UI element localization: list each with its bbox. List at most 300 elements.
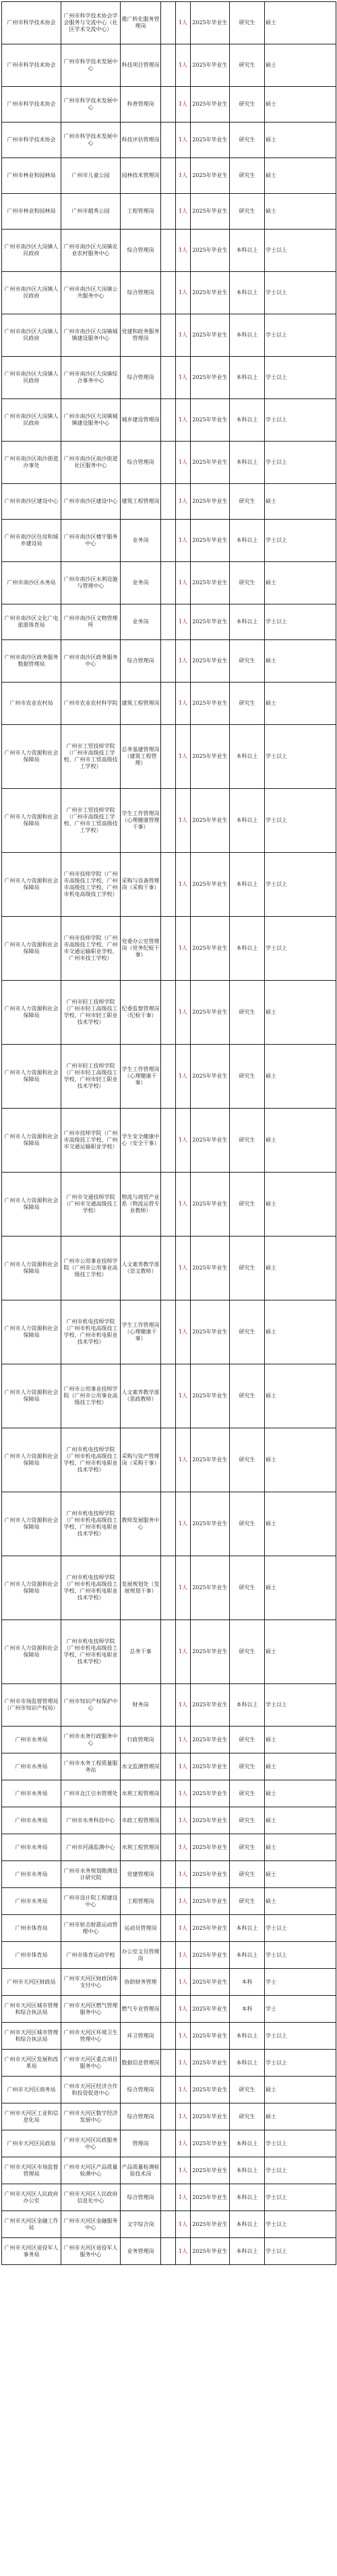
cell-source: 2025年毕业生: [191, 1807, 230, 1834]
table-row: [2, 683, 336, 725]
cell-post: 行政管理岗: [121, 1727, 161, 1753]
cell-education: 本科以上: [230, 520, 265, 562]
cell-source: 2025年毕业生: [191, 520, 230, 562]
cell-source: 2025年毕业生: [191, 272, 230, 314]
cell-department: 广州市人力资源和社会保障局: [2, 1556, 61, 1620]
cell-code: [161, 562, 176, 604]
cell-source: 2025年毕业生: [191, 1969, 230, 1996]
cell-source: 2025年毕业生: [191, 2, 230, 44]
cell-unit: 广州市机电技师学院（广州市机电高级技工学校、广州市机电职业技术学校）: [61, 1556, 121, 1620]
cell-post: 业务岗: [121, 604, 161, 640]
cell-code: [161, 2, 176, 44]
cell-degree: 学士以上: [265, 2130, 336, 2157]
cell-degree: 硕士: [265, 981, 336, 1045]
table-row: [2, 1942, 336, 1969]
cell-post: 采购与设备管理岗（采购干事）: [121, 853, 161, 917]
table-row: [2, 158, 336, 194]
cell-unit: 广州市儿童公园: [61, 158, 121, 194]
cell-count: 1人: [176, 2023, 191, 2050]
cell-education: 研究生: [230, 1780, 265, 1807]
cell-count: 1人: [176, 789, 191, 853]
cell-code: [161, 399, 176, 442]
cell-education: 研究生: [230, 1428, 265, 1492]
cell-source: 2025年毕业生: [191, 442, 230, 484]
cell-degree: 学士以上: [265, 1915, 336, 1942]
cell-code: [161, 1969, 176, 1996]
cell-degree: 学士以上: [265, 272, 336, 314]
cell-education: 研究生: [230, 123, 265, 158]
cell-count: 1人: [176, 725, 191, 789]
cell-unit: 广州市知识产权保护中心: [61, 1684, 121, 1727]
cell-post: 运动员管理岗: [121, 1915, 161, 1942]
cell-education: 研究生: [230, 640, 265, 683]
cell-unit: 广州市公用事业技师学院（广州市公用事业高级技工学校）: [61, 1237, 121, 1300]
cell-education: 本科: [230, 1969, 265, 1996]
cell-count: 1人: [176, 1996, 191, 2023]
cell-education: 本科: [230, 1996, 265, 2023]
cell-post: 采购与资产管理岗（采购干事）: [121, 1428, 161, 1492]
cell-education: 研究生: [230, 2103, 265, 2130]
cell-source: 2025年毕业生: [191, 725, 230, 789]
cell-post: 市政工程管理岗: [121, 1807, 161, 1834]
cell-department: 广州市林业和园林局: [2, 158, 61, 194]
cell-source: 2025年毕业生: [191, 1942, 230, 1969]
cell-source: 2025年毕业生: [191, 2023, 230, 2050]
cell-education: 研究生: [230, 1109, 265, 1173]
cell-source: 2025年毕业生: [191, 1684, 230, 1727]
cell-count: 1人: [176, 2103, 191, 2130]
cell-code: [161, 1620, 176, 1684]
cell-post: 建筑工程管理岗: [121, 683, 161, 725]
cell-department: 广州市天河区退役军人事务局: [2, 2238, 61, 2265]
cell-source: 2025年毕业生: [191, 640, 230, 683]
cell-department: 广州市市场监督管理局（广州市知识产权局）: [2, 1684, 61, 1727]
cell-education: 研究生: [230, 2077, 265, 2103]
cell-unit: 广州市天河区数字经济发展中心: [61, 2103, 121, 2130]
cell-unit: 广州市公用事业技师学院（广州市公用事业高级技工学校）: [61, 1364, 121, 1428]
cell-degree: 学士以上: [265, 917, 336, 981]
cell-degree: 硕士: [265, 683, 336, 725]
cell-degree: 学士以上: [265, 520, 336, 562]
cell-count: 1人: [176, 1045, 191, 1109]
cell-code: [161, 2050, 176, 2077]
cell-degree: 学士以上: [265, 2238, 336, 2265]
cell-unit: 广州市南沙区政务服务中心: [61, 640, 121, 683]
cell-education: 研究生: [230, 44, 265, 87]
cell-post: 推广转化服务管理岗: [121, 2, 161, 44]
cell-source: 2025年毕业生: [191, 1364, 230, 1428]
cell-code: [161, 230, 176, 272]
table-row: [2, 2211, 336, 2238]
cell-unit: 广州市机电技师学院（广州市机电高级技工学校、广州市机电职业技术学校）: [61, 1620, 121, 1684]
cell-source: 2025年毕业生: [191, 1492, 230, 1556]
cell-source: 2025年毕业生: [191, 2211, 230, 2238]
cell-source: 2025年毕业生: [191, 314, 230, 357]
cell-unit: 广州市体育运动学校: [61, 1942, 121, 1969]
cell-education: 本科以上: [230, 2184, 265, 2211]
cell-code: [161, 2130, 176, 2157]
cell-unit: 广州市水务规划勘测设计研究院: [61, 1861, 121, 1888]
cell-department: 广州市人力资源和社会保障局: [2, 1237, 61, 1300]
table-row: [2, 44, 336, 87]
cell-unit: 广州市南沙区楼宇服务中心: [61, 520, 121, 562]
cell-post: 科技评估管理岗: [121, 123, 161, 158]
table-row: [2, 442, 336, 484]
table-row: [2, 357, 336, 399]
cell-education: 研究生: [230, 194, 265, 230]
cell-post: 综合管理岗: [121, 357, 161, 399]
cell-count: 1人: [176, 917, 191, 981]
cell-post: 管理岗: [121, 2130, 161, 2157]
cell-department: 广州市水务局: [2, 1888, 61, 1915]
cell-education: 研究生: [230, 1861, 265, 1888]
table-row: [2, 1428, 336, 1492]
table-row: [2, 1780, 336, 1807]
cell-unit: 广州市技师学院（广州市高级技工学校、广州市交通运输职业学校）: [61, 1109, 121, 1173]
cell-degree: 硕士: [265, 158, 336, 194]
table-body: [2, 2, 336, 2265]
cell-post: 综合管理岗: [121, 272, 161, 314]
cell-code: [161, 1996, 176, 2023]
cell-code: [161, 2023, 176, 2050]
cell-post: 水文监测管理岗: [121, 1753, 161, 1780]
cell-unit: 广州市科学技术发展中心: [61, 123, 121, 158]
cell-education: 本科以上: [230, 789, 265, 853]
cell-degree: 硕士: [265, 1300, 336, 1364]
cell-count: 1人: [176, 194, 191, 230]
cell-education: 本科以上: [230, 357, 265, 399]
cell-source: 2025年毕业生: [191, 1753, 230, 1780]
table-row: [2, 1834, 336, 1861]
cell-unit: 广州市南沙区水利设施与管理中心: [61, 562, 121, 604]
cell-source: 2025年毕业生: [191, 87, 230, 123]
table-row: [2, 1045, 336, 1109]
cell-department: 广州市水务局: [2, 1780, 61, 1807]
cell-post: 学生工作管理岗（心理健康管理干事）: [121, 789, 161, 853]
cell-count: 1人: [176, 230, 191, 272]
cell-unit: 广州市越秀公园: [61, 194, 121, 230]
cell-count: 1人: [176, 1237, 191, 1300]
cell-education: 本科以上: [230, 399, 265, 442]
cell-source: 2025年毕业生: [191, 194, 230, 230]
table-row: [2, 1109, 336, 1173]
table-row: [2, 1300, 336, 1364]
cell-unit: 广州市工贸技师学院（广州市高级技工学校、广州市工贸高级技工学校）: [61, 725, 121, 789]
cell-count: 1人: [176, 1428, 191, 1492]
cell-education: 本科以上: [230, 2211, 265, 2238]
cell-unit: 广州市工贸技师学院（广州市高级技工学校、广州市工贸高级技工学校）: [61, 789, 121, 853]
cell-degree: 硕士: [265, 1045, 336, 1109]
cell-degree: 硕士: [265, 1173, 336, 1237]
cell-education: 本科以上: [230, 272, 265, 314]
cell-unit: 广州市机电技师学院（广州市机电高级技工学校、广州市机电职业技术学校）: [61, 1492, 121, 1556]
table-row: [2, 314, 336, 357]
cell-source: 2025年毕业生: [191, 158, 230, 194]
cell-degree: 学士以上: [265, 853, 336, 917]
cell-unit: 广州市天河区人民政府信息化中心: [61, 2184, 121, 2211]
cell-degree: 学士以上: [265, 2050, 336, 2077]
cell-department: 广州市科学技术协会: [2, 87, 61, 123]
cell-department: 广州市人力资源和社会保障局: [2, 1173, 61, 1237]
cell-post: 人文素养教学部（语文教师）: [121, 1237, 161, 1300]
cell-post: 综合管理岗: [121, 442, 161, 484]
cell-unit: 广州市天河区燃气管理服务中心: [61, 1996, 121, 2023]
cell-count: 1人: [176, 2130, 191, 2157]
cell-education: 研究生: [230, 158, 265, 194]
cell-code: [161, 484, 176, 520]
cell-post: 学生安全健康中心（安全干事）: [121, 1109, 161, 1173]
cell-education: 研究生: [230, 1237, 265, 1300]
cell-count: 1人: [176, 484, 191, 520]
table-row: [2, 981, 336, 1045]
cell-post: 产品质量检测检验技术岗: [121, 2157, 161, 2184]
cell-count: 1人: [176, 683, 191, 725]
cell-source: 2025年毕业生: [191, 1834, 230, 1861]
cell-count: 1人: [176, 981, 191, 1045]
cell-source: 2025年毕业生: [191, 44, 230, 87]
cell-unit: 广州市天河区民政服务中心: [61, 2130, 121, 2157]
cell-education: 研究生: [230, 1556, 265, 1620]
cell-unit: 广州市南沙区大岗镇城镇建设服务中心: [61, 399, 121, 442]
cell-code: [161, 1492, 176, 1556]
cell-education: 研究生: [230, 1834, 265, 1861]
cell-source: 2025年毕业生: [191, 2238, 230, 2265]
cell-source: 2025年毕业生: [191, 1173, 230, 1237]
cell-department: 广州市天河区民政局: [2, 2130, 61, 2157]
cell-department: 广州市南沙区住房和城乡建设局: [2, 520, 61, 562]
cell-post: 科普管理岗: [121, 87, 161, 123]
cell-education: 本科以上: [230, 2130, 265, 2157]
cell-code: [161, 2184, 176, 2211]
cell-source: 2025年毕业生: [191, 123, 230, 158]
table-row: [2, 2050, 336, 2077]
cell-department: 广州市人力资源和社会保障局: [2, 1109, 61, 1173]
cell-code: [161, 2238, 176, 2265]
cell-code: [161, 272, 176, 314]
cell-unit: 广州市射击射箭运动管理中心: [61, 1915, 121, 1942]
table-row: [2, 853, 336, 917]
cell-post: 水利工程管理岗: [121, 1834, 161, 1861]
cell-department: 广州市天河区市场监督管理局: [2, 2157, 61, 2184]
cell-department: 广州市南沙区水务局: [2, 562, 61, 604]
cell-unit: 广州市天河区财政国库支付中心: [61, 1969, 121, 1996]
cell-degree: 硕士: [265, 2077, 336, 2103]
cell-department: 广州市天河区工业和信息化局: [2, 2103, 61, 2130]
cell-education: 本科以上: [230, 2023, 265, 2050]
cell-post: 综合管理岗: [121, 2184, 161, 2211]
cell-post: 办公室文员管理岗: [121, 1942, 161, 1969]
cell-code: [161, 1834, 176, 1861]
cell-degree: 学士以上: [265, 357, 336, 399]
cell-count: 1人: [176, 1300, 191, 1364]
cell-degree: 硕士: [265, 1620, 336, 1684]
cell-post: 协助财务管理: [121, 1969, 161, 1996]
cell-post: 财务岗: [121, 1684, 161, 1727]
cell-post: 人文素养教学部（思政教师）: [121, 1364, 161, 1428]
cell-count: 1人: [176, 1888, 191, 1915]
cell-degree: 硕士: [265, 562, 336, 604]
cell-code: [161, 604, 176, 640]
table-row: [2, 230, 336, 272]
cell-code: [161, 2157, 176, 2184]
table-row: [2, 194, 336, 230]
cell-degree: 学士以上: [265, 399, 336, 442]
cell-unit: 广州市科学技术发展中心: [61, 87, 121, 123]
cell-degree: 硕士: [265, 1753, 336, 1780]
cell-post: 发展规划处（发展规划干事）: [121, 1556, 161, 1620]
table-row: [2, 1807, 336, 1834]
cell-unit: 广州市科学技术发展中心: [61, 44, 121, 87]
cell-unit: 广州市水务工程质量服务站: [61, 1753, 121, 1780]
cell-department: 广州市科学技术协会: [2, 123, 61, 158]
cell-code: [161, 442, 176, 484]
cell-code: [161, 1173, 176, 1237]
cell-degree: 硕士: [265, 1807, 336, 1834]
cell-post: 园林技术管理岗: [121, 158, 161, 194]
cell-code: [161, 1780, 176, 1807]
cell-code: [161, 683, 176, 725]
cell-degree: 学士以上: [265, 442, 336, 484]
cell-post: 综合管理岗: [121, 2103, 161, 2130]
cell-department: 广州市人力资源和社会保障局: [2, 1428, 61, 1492]
cell-post: 教师发展服务中心: [121, 1492, 161, 1556]
cell-post: 纪委监察管理岗（纪检干事）: [121, 981, 161, 1045]
cell-unit: 广州市技师学院（广州市高级技工学校、广州市交通运输职业学校、广州市技工学校）: [61, 917, 121, 981]
cell-source: 2025年毕业生: [191, 1620, 230, 1684]
table-row: [2, 1753, 336, 1780]
table-row: [2, 272, 336, 314]
cell-unit: 广州市南沙区大岗镇公共服务中心: [61, 272, 121, 314]
cell-department: 广州市人力资源和社会保障局: [2, 1300, 61, 1364]
cell-post: 环卫管理岗: [121, 2023, 161, 2050]
cell-department: 广州市科学技术协会: [2, 2, 61, 44]
cell-source: 2025年毕业生: [191, 2157, 230, 2184]
cell-code: [161, 2211, 176, 2238]
table-row: [2, 1237, 336, 1300]
cell-education: 研究生: [230, 1807, 265, 1834]
cell-count: 1人: [176, 2211, 191, 2238]
cell-count: 1人: [176, 562, 191, 604]
cell-unit: 广州市天河区环境卫生管理中心: [61, 2023, 121, 2050]
cell-count: 1人: [176, 1807, 191, 1834]
cell-degree: 学士以上: [265, 314, 336, 357]
cell-post: 综合管理岗: [121, 230, 161, 272]
cell-post: 物流与商贸产业系（物流运营专业教师）: [121, 1173, 161, 1237]
cell-count: 1人: [176, 2, 191, 44]
cell-department: 广州市人力资源和社会保障局: [2, 981, 61, 1045]
cell-education: 本科以上: [230, 604, 265, 640]
cell-code: [161, 1861, 176, 1888]
cell-degree: 硕士: [265, 2103, 336, 2130]
cell-education: 研究生: [230, 1364, 265, 1428]
cell-unit: 广州市轻工技师学院（广州市轻工高级技工学校、广州市轻工职业技术学校）: [61, 981, 121, 1045]
cell-department: 广州市林业和园林局: [2, 194, 61, 230]
cell-department: 广州市科学技术协会: [2, 44, 61, 87]
cell-education: 研究生: [230, 1727, 265, 1753]
cell-degree: 硕士: [265, 2, 336, 44]
cell-source: 2025年毕业生: [191, 230, 230, 272]
cell-education: 研究生: [230, 87, 265, 123]
cell-source: 2025年毕业生: [191, 357, 230, 399]
cell-education: 本科以上: [230, 442, 265, 484]
table-row: [2, 484, 336, 520]
cell-degree: 学士以上: [265, 2211, 336, 2238]
cell-post: 科技项目管理岗: [121, 44, 161, 87]
cell-post: 党委办公室管理岗（党务纪检干事）: [121, 917, 161, 981]
cell-unit: 广州市天河区重点项目服务中心: [61, 2050, 121, 2077]
table-row: [2, 1620, 336, 1684]
cell-count: 1人: [176, 1492, 191, 1556]
cell-count: 1人: [176, 640, 191, 683]
cell-unit: 广州市天河区经济合作和投资促进中心: [61, 2077, 121, 2103]
cell-department: 广州市南沙区文化广电旅游体育局: [2, 604, 61, 640]
cell-source: 2025年毕业生: [191, 1915, 230, 1942]
cell-unit: 广州市水务行政服务中心: [61, 1727, 121, 1753]
table-row: [2, 2184, 336, 2211]
cell-count: 1人: [176, 2238, 191, 2265]
cell-code: [161, 981, 176, 1045]
cell-code: [161, 1364, 176, 1428]
cell-degree: 硕士: [265, 87, 336, 123]
cell-department: 广州市水务局: [2, 1727, 61, 1753]
cell-code: [161, 314, 176, 357]
cell-post: 建筑工程管理岗: [121, 484, 161, 520]
cell-count: 1人: [176, 1834, 191, 1861]
cell-code: [161, 1300, 176, 1364]
cell-degree: 学士以上: [265, 1684, 336, 1727]
cell-post: 学生工作管理岗（心理健康干事）: [121, 1300, 161, 1364]
cell-code: [161, 357, 176, 399]
cell-count: 1人: [176, 399, 191, 442]
table-row: [2, 725, 336, 789]
table-row: [2, 2130, 336, 2157]
cell-degree: 学士以上: [265, 604, 336, 640]
cell-count: 1人: [176, 1364, 191, 1428]
cell-post: 业务岗: [121, 562, 161, 604]
cell-education: 研究生: [230, 484, 265, 520]
cell-code: [161, 1556, 176, 1620]
cell-code: [161, 853, 176, 917]
cell-code: [161, 789, 176, 853]
cell-unit: 广州市天河区退役军人服务中心: [61, 2238, 121, 2265]
cell-degree: 硕士: [265, 1428, 336, 1492]
cell-post: 总务基建管理岗（建筑工程管理）: [121, 725, 161, 789]
table-row: [2, 1173, 336, 1237]
cell-source: 2025年毕业生: [191, 2130, 230, 2157]
cell-degree: 硕士: [265, 1727, 336, 1753]
cell-department: 广州市天河区金融工作局: [2, 2211, 61, 2238]
table-row: [2, 604, 336, 640]
cell-code: [161, 87, 176, 123]
cell-unit: 广州市南沙区建设中心: [61, 484, 121, 520]
cell-source: 2025年毕业生: [191, 917, 230, 981]
cell-count: 1人: [176, 158, 191, 194]
cell-code: [161, 1915, 176, 1942]
cell-count: 1人: [176, 2077, 191, 2103]
cell-department: 广州市人力资源和社会保障局: [2, 1492, 61, 1556]
table-row: [2, 1996, 336, 2023]
cell-unit: 广州市南沙区南沙街道社区服务中心: [61, 442, 121, 484]
cell-department: 广州市南沙区大岗镇人民政府: [2, 314, 61, 357]
cell-degree: 学士: [265, 1969, 336, 1996]
cell-education: 本科以上: [230, 2238, 265, 2265]
cell-department: 广州市人力资源和社会保障局: [2, 853, 61, 917]
table-row: [2, 562, 336, 604]
cell-source: 2025年毕业生: [191, 1780, 230, 1807]
cell-count: 1人: [176, 1780, 191, 1807]
cell-code: [161, 1237, 176, 1300]
cell-code: [161, 917, 176, 981]
